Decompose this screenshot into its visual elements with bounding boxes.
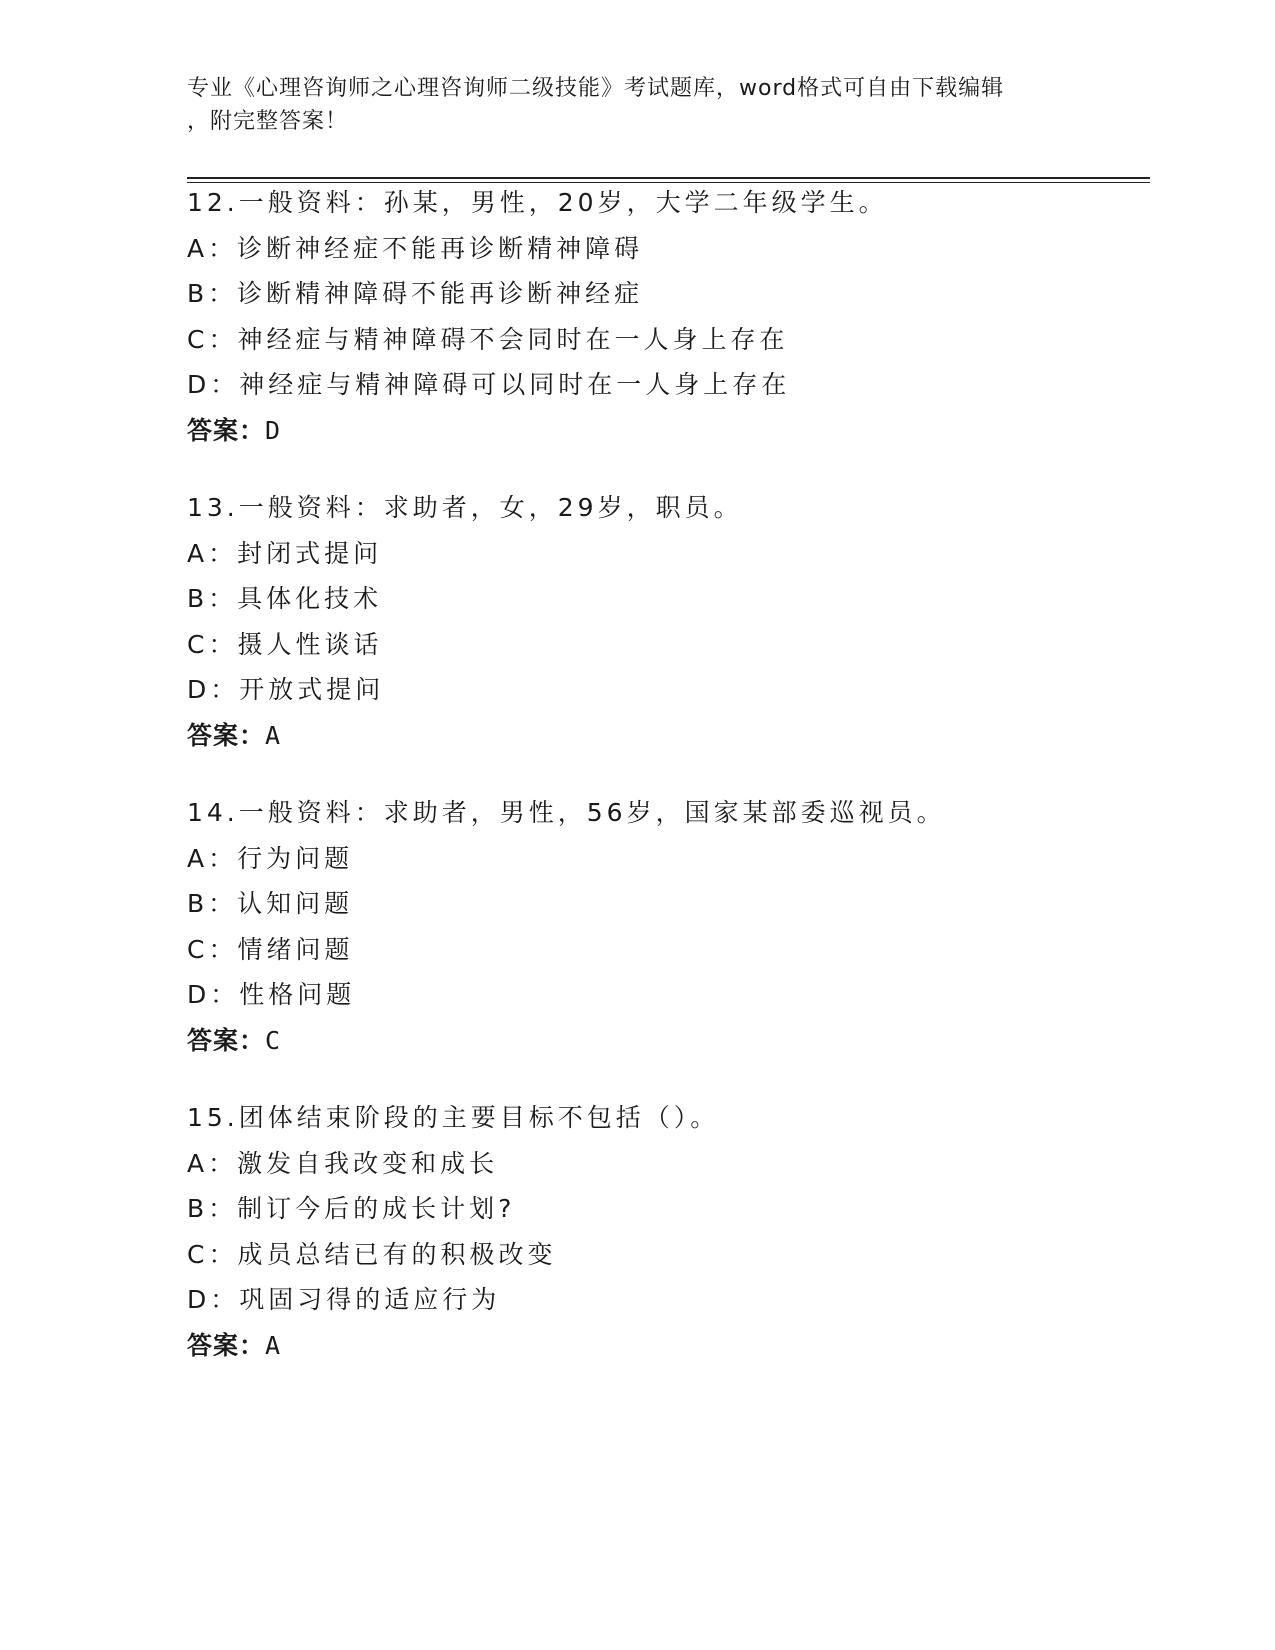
header-divider-top bbox=[187, 177, 1150, 179]
option-c: C：情绪问题 bbox=[187, 934, 354, 964]
option-d: D：神经症与精神障碍可以同时在一人身上存在 bbox=[187, 370, 791, 399]
option-d: D：开放式提问 bbox=[187, 675, 385, 704]
option-b: B：诊断精神障碍不能再诊断神经症 bbox=[187, 279, 644, 308]
option-c: C：神经症与精神障碍不会同时在一人身上存在 bbox=[187, 324, 789, 354]
option-d: D：性格问题 bbox=[187, 980, 356, 1009]
question-block bbox=[187, 790, 1147, 1063]
answer-value: A bbox=[265, 720, 282, 750]
answer-line bbox=[187, 1323, 1147, 1369]
answer-value: A bbox=[265, 1330, 282, 1360]
question-stem: 14.一般资料：求助者，男性，56岁，国家某部委巡视员。 bbox=[187, 798, 946, 827]
document-header bbox=[187, 72, 1087, 138]
option-c: C：摄人性谈话 bbox=[187, 629, 383, 659]
question-block bbox=[187, 485, 1147, 758]
answer-label: 答案： bbox=[187, 415, 266, 445]
option-a: A：诊断神经症不能再诊断精神障碍 bbox=[187, 233, 644, 263]
answer-label: 答案： bbox=[187, 720, 266, 750]
answer-value: C bbox=[265, 1025, 282, 1055]
option-c: C：成员总结已有的积极改变 bbox=[187, 1239, 557, 1269]
option-a: A：行为问题 bbox=[187, 843, 354, 873]
answer-line bbox=[187, 713, 1147, 759]
question-stem: 13.一般资料：求助者，女，29岁，职员。 bbox=[187, 493, 743, 522]
answer-label: 答案： bbox=[187, 1330, 266, 1360]
answer-line bbox=[187, 408, 1147, 454]
question-block bbox=[187, 1095, 1147, 1368]
option-a: A：激发自我改变和成长 bbox=[187, 1148, 499, 1178]
option-b: B：认知问题 bbox=[187, 889, 354, 918]
question-block bbox=[187, 180, 1147, 453]
option-b: B：具体化技术 bbox=[187, 584, 383, 613]
question-stem: 15.团体结束阶段的主要目标不包括（）。 bbox=[187, 1103, 720, 1132]
answer-value: D bbox=[265, 415, 282, 445]
option-a: A：封闭式提问 bbox=[187, 538, 383, 568]
answer-label: 答案： bbox=[187, 1025, 266, 1055]
question-stem: 12.一般资料：孙某，男性，20岁，大学二年级学生。 bbox=[187, 188, 888, 217]
header-line-2: ，附完整答案！ bbox=[187, 109, 349, 134]
option-b: B：制订今后的成长计划? bbox=[187, 1194, 516, 1223]
header-line-1: 专业《心理咨询师之心理咨询师二级技能》考试题库，word格式可自由下载编辑 bbox=[187, 76, 1005, 101]
option-d: D：巩固习得的适应行为 bbox=[187, 1285, 501, 1314]
answer-line bbox=[187, 1018, 1147, 1064]
